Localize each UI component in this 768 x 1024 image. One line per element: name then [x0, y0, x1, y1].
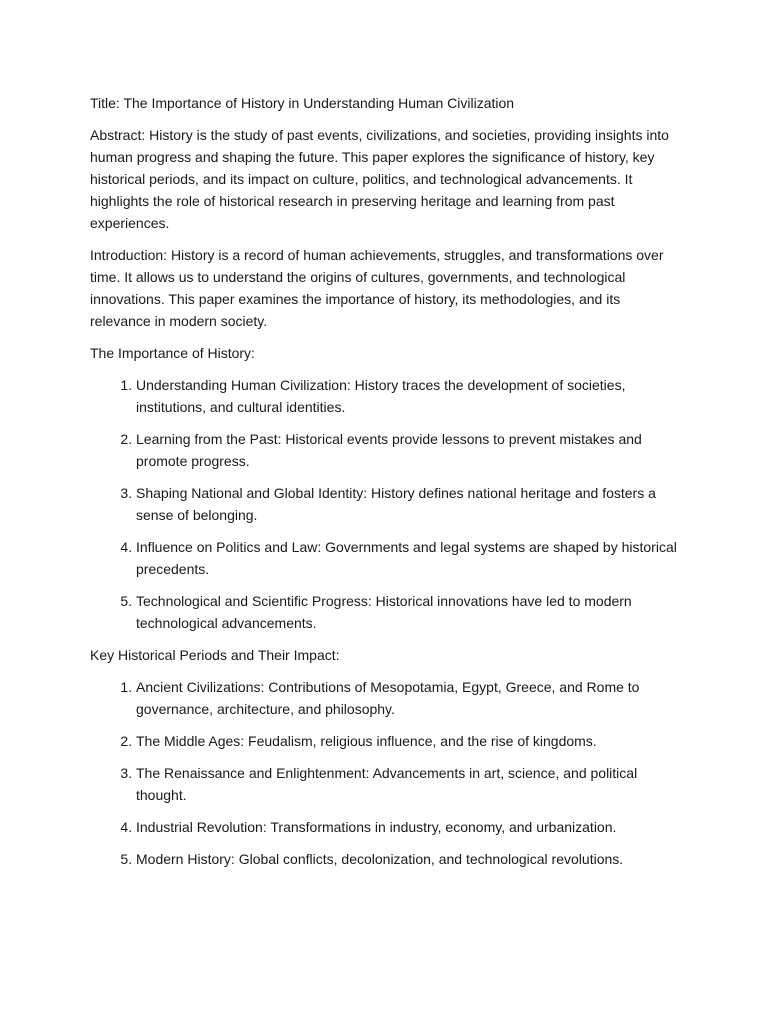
periods-heading: Key Historical Periods and Their Impact: [90, 647, 340, 663]
list-item: 2. Learning from the Past: Historical events provide lessons to prevent mistakes and promote progress. [136, 428, 680, 472]
importance-heading: The Importance of History: [90, 345, 255, 361]
list-item: 5. Modern History: Global conflicts, decolonization, and technological revolutions. [136, 848, 680, 870]
abstract-paragraph: Abstract: History is the study of past events, civilizations, and societies, providing insights into human progress and shaping the future. This paper explores the significance of history, key historical periods, and its impact on culture, politics, and technological advancements. It highlights the role of historical research in preserving heritage and learning from past experiences. [90, 127, 669, 231]
periods-list [90, 676, 680, 870]
list-item: 4. Influence on Politics and Law: Governments and legal systems are shaped by historical precedents. [136, 536, 680, 580]
introduction-paragraph: Introduction: History is a record of human achievements, struggles, and transformations over time. It allows us to understand the origins of cultures, governments, and technological innovations. This paper examines the importance of history, its methodologies, and its relevance in modern society. [90, 247, 664, 329]
document-title: Title: The Importance of History in Understanding Human Civilization [90, 95, 515, 111]
list-item: 4. Industrial Revolution: Transformations in industry, economy, and urbanization. [136, 816, 680, 838]
document-page [90, 92, 680, 880]
list-item: 2. The Middle Ages: Feudalism, religious influence, and the rise of kingdoms. [136, 730, 680, 752]
list-item: 3. The Renaissance and Enlightenment: Advancements in art, science, and political thought. [136, 762, 680, 806]
list-item: 5. Technological and Scientific Progress: Historical innovations have led to modern technological advancements. [136, 590, 680, 634]
list-item: 1. Understanding Human Civilization: History traces the development of societies, institutions, and cultural identities. [136, 374, 680, 418]
list-item: 1. Ancient Civilizations: Contributions of Mesopotamia, Egypt, Greece, and Rome to governance, architecture, and philosophy. [136, 676, 680, 720]
importance-list [90, 374, 680, 634]
list-item: 3. Shaping National and Global Identity: History defines national heritage and fosters a sense of belonging. [136, 482, 680, 526]
